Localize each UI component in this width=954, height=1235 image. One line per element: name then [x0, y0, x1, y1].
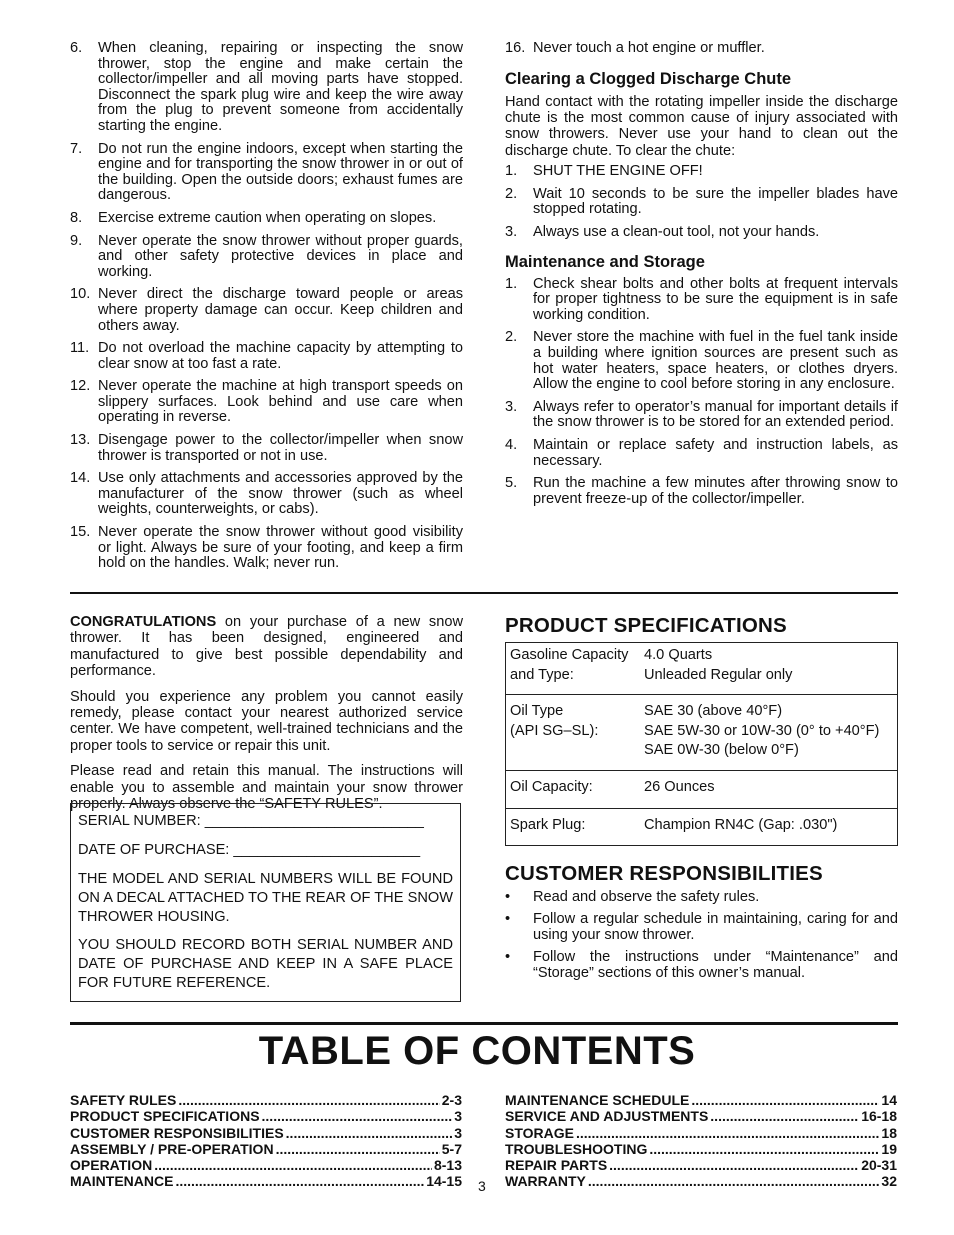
- spec-label-line: and Type:: [510, 666, 574, 683]
- item-number: 1.: [505, 163, 518, 180]
- spec-label-line: Gasoline Capacity: [510, 647, 629, 663]
- safety-rule-item: [70, 341, 463, 372]
- spec-row: [506, 808, 897, 845]
- item-text: Read and observe the safety rules.: [533, 888, 760, 905]
- toc-entry-label: PRODUCT SPECIFICATIONS: [70, 1108, 260, 1125]
- page-number: 3: [478, 1178, 486, 1194]
- item-number: 9.: [70, 232, 83, 249]
- bullet-icon: •: [505, 888, 511, 905]
- customer-resp-heading: CUSTOMER RESPONSIBILITIES: [505, 861, 823, 885]
- safety-rule-item: [70, 379, 463, 426]
- chute-step-item: [505, 164, 898, 180]
- rule-number: 16.: [505, 40, 526, 56]
- toc-entry[interactable]: [505, 1108, 897, 1124]
- toc-entry[interactable]: [505, 1125, 897, 1141]
- spec-value: [644, 778, 897, 798]
- spec-value-line: 26 Ounces: [644, 778, 715, 795]
- maintenance-item: [505, 330, 898, 392]
- item-number: 7.: [70, 140, 83, 157]
- product-specs-table: [505, 642, 898, 846]
- serial-location-note: THE MODEL AND SERIAL NUMBERS WILL BE FOUND ON A DECAL ATTACHED TO THE REAR OF THE SNOW THROWER HOUSING.: [78, 871, 453, 925]
- toc-entry[interactable]: [70, 1108, 462, 1124]
- toc-left-column: [70, 1092, 462, 1190]
- responsibility-item: [505, 890, 898, 906]
- item-number: 14.: [70, 470, 91, 487]
- spec-row: [506, 643, 897, 694]
- rule-text: Never touch a hot engine or muffler.: [533, 40, 765, 56]
- toc-entry-page: 14-15: [426, 1173, 462, 1190]
- item-text: Always use a clean-out tool, not your hands.: [533, 224, 820, 240]
- toc-entry-page: 3: [454, 1124, 462, 1141]
- toc-entry[interactable]: [70, 1141, 462, 1157]
- maintenance-storage-list: [505, 277, 898, 508]
- congratulations-lead: CONGRATULATIONS: [70, 614, 217, 630]
- bullet-icon: •: [505, 911, 511, 928]
- toc-leader-dots: [154, 1157, 432, 1173]
- spec-label-line: Oil Capacity:: [510, 778, 593, 795]
- toc-entry-page: 19: [881, 1140, 897, 1157]
- toc-entry-label: CUSTOMER RESPONSIBILITIES: [70, 1124, 284, 1141]
- spec-value-line: Champion RN4C (Gap: .030"): [644, 817, 838, 833]
- toc-entry-page: 20-31: [861, 1157, 897, 1174]
- toc-divider: [70, 1022, 898, 1025]
- item-number: 13.: [70, 432, 91, 449]
- toc-entry-page: 8-13: [433, 1157, 462, 1174]
- item-number: 3.: [505, 224, 518, 240]
- responsibility-item: [505, 912, 898, 943]
- maintenance-item: [505, 277, 898, 324]
- toc-entry-label: WARRANTY: [505, 1173, 586, 1190]
- toc-leader-dots: [609, 1157, 859, 1173]
- toc-leader-dots: [262, 1108, 453, 1124]
- toc-entry-label: ASSEMBLY / PRE-OPERATION: [70, 1140, 274, 1157]
- safety-rule-item: [70, 525, 463, 572]
- toc-entry-label: TROUBLESHOOTING: [505, 1140, 648, 1157]
- item-number: 4.: [505, 436, 518, 453]
- spec-row: [506, 694, 897, 770]
- spec-label-line: Oil Type: [510, 703, 564, 719]
- spec-label: [506, 778, 644, 798]
- toc-leader-dots: [178, 1092, 439, 1108]
- item-number: 5.: [505, 475, 518, 492]
- item-text: Follow a regular schedule in maintaining, caring for and using your snow thrower.: [533, 911, 898, 943]
- safety-rule-item: [70, 471, 463, 518]
- toc-entry-page: 5-7: [441, 1140, 462, 1157]
- clogged-chute-intro: Hand contact with the rotating impeller inside the discharge chute is the most common cause of injury associated with snow throwers. Never use your hand to clean out the discharge chute. To clear the chute:: [505, 93, 898, 159]
- retain-manual-paragraph: Please read and retain this manual. The instructions will enable you to assemble and maintain your snow thrower properly. Always observe the “SAFETY RULES”.: [70, 763, 463, 813]
- clogged-chute-heading: Clearing a Clogged Discharge Chute: [505, 69, 792, 88]
- item-number: 12.: [70, 378, 91, 395]
- toc-entry-page: 14: [881, 1092, 897, 1108]
- spec-label: [506, 646, 644, 685]
- spec-value: [644, 816, 897, 836]
- spec-value-line: 4.0 Quarts: [644, 647, 713, 663]
- spec-value: [644, 646, 897, 685]
- safety-rule-16: [505, 41, 898, 57]
- safety-rule-item: [70, 287, 463, 334]
- item-number: 3.: [505, 398, 518, 415]
- item-number: 1.: [505, 275, 518, 292]
- toc-entry-page: 2-3: [441, 1092, 462, 1108]
- toc-leader-dots: [175, 1173, 424, 1189]
- specs-section: [505, 614, 898, 988]
- record-advice-note: YOU SHOULD RECORD BOTH SERIAL NUMBER AND DATE OF PURCHASE AND KEEP IN A SAFE PLACE FOR FUTURE REFERENCE.: [78, 937, 453, 991]
- record-box: [70, 803, 461, 1002]
- toc-entry-label: SERVICE AND ADJUSTMENTS: [505, 1108, 709, 1125]
- item-text: Never store the machine with fuel in the fuel tank inside a building where ignition sources are present such as hot water heaters, space heaters, or clothes dryers. Allow the engine to cool before storing in any enclosure.: [533, 329, 898, 393]
- item-number: 2.: [505, 185, 518, 202]
- item-text: Use only attachments and accessories approved by the manufacturer of the snow thrower (such as wheel weights, counterweights, or cabs).: [98, 470, 463, 518]
- item-text: Exercise extreme caution when operating on slopes.: [98, 209, 437, 226]
- toc-leader-dots: [588, 1173, 880, 1189]
- item-text: Never operate the machine at high transport speeds on slippery surfaces. Look behind and use care when operating in reverse.: [98, 378, 463, 426]
- toc-leader-dots: [576, 1125, 879, 1141]
- toc-entry[interactable]: [70, 1173, 462, 1189]
- toc-leader-dots: [276, 1141, 440, 1157]
- spec-value: [644, 702, 897, 761]
- safety-rule-item: [70, 234, 463, 281]
- toc-entry-label: STORAGE: [505, 1124, 574, 1141]
- item-text: Check shear bolts and other bolts at frequent intervals for proper tightness to be sure the equipment is in safe working condition.: [533, 275, 898, 323]
- item-text: Do not overload the machine capacity by attempting to clear snow at too fast a rate.: [98, 340, 463, 372]
- congratulations-text: on your purchase of a new snow thrower. It has been designed, engineered and manufactured to give best possible dependability and performance.: [70, 614, 463, 680]
- maintenance-item: [505, 400, 898, 431]
- toc-leader-dots: [649, 1141, 879, 1157]
- item-number: 10.: [70, 286, 91, 303]
- item-text: SHUT THE ENGINE OFF!: [533, 163, 703, 180]
- item-text: Run the machine a few minutes after throwing snow to prevent freeze-up of the collector/impeller.: [533, 475, 898, 507]
- item-text: When cleaning, repairing or inspecting the snow thrower, stop the engine and make certain the collector/impeller and all moving parts have stopped. Disconnect the spark plug wire and keep the wire away from the plug to prevent someone from accidentally starting the engine.: [98, 40, 463, 134]
- item-number: 11.: [70, 340, 90, 357]
- item-text: Do not run the engine indoors, except when starting the engine and for transporting the snow thrower in or out of the building. Open the outside doors; exhaust fumes are dangerous.: [98, 140, 463, 204]
- toc-entry-label: MAINTENANCE: [70, 1173, 174, 1190]
- section-divider: [70, 592, 898, 594]
- toc-entry-page: 18: [881, 1124, 897, 1141]
- toc-entry-page: 3: [454, 1108, 462, 1125]
- toc-entry-label: OPERATION: [70, 1157, 153, 1174]
- service-paragraph: Should you experience any problem you cannot easily remedy, please contact your nearest authorized service center. We have competent, well-trained technicians and the proper tools to service or repair this unit.: [70, 688, 463, 754]
- item-text: Disengage power to the collector/impeller when snow thrower is transported or not in use.: [98, 432, 463, 464]
- spec-label-line: Spark Plug:: [510, 817, 586, 833]
- item-text: Never operate the snow thrower without good visibility or light. Always be sure of your footing, and keep a firm hold on the handles. Walk; never run.: [98, 524, 463, 572]
- item-number: 6.: [70, 40, 83, 56]
- toc-entry[interactable]: [505, 1173, 897, 1189]
- toc-entry-page: 32: [881, 1173, 897, 1190]
- spec-value-line: SAE 0W-30 (below 0°F): [644, 742, 799, 758]
- item-number: 2.: [505, 329, 518, 346]
- safety-rule-item: [70, 433, 463, 464]
- chute-step-item: [505, 225, 898, 241]
- safety-rule-item: [70, 41, 463, 135]
- toc-leader-dots: [691, 1092, 879, 1108]
- toc-entry[interactable]: [70, 1157, 462, 1173]
- congratulations-paragraph: [70, 614, 463, 680]
- item-text: Maintain or replace safety and instruction labels, as necessary.: [533, 436, 898, 469]
- item-text: Wait 10 seconds to be sure the impeller blades have stopped rotating.: [533, 185, 898, 218]
- safety-rules-list: [70, 41, 463, 572]
- product-specs-heading: PRODUCT SPECIFICATIONS: [505, 614, 787, 637]
- spec-value-line: SAE 5W-30 or 10W-30 (0° to +40°F): [644, 722, 880, 739]
- right-column-top: [505, 41, 898, 514]
- toc-leader-dots: [710, 1108, 859, 1124]
- item-text: Follow the instructions under “Maintenance” and “Storage” sections of this owner’s manual.: [533, 949, 898, 981]
- item-text: Always refer to operator’s manual for important details if the snow thrower is to be stored for an extended period.: [533, 398, 898, 431]
- toc-right-column: [505, 1092, 897, 1190]
- item-text: Never direct the discharge toward people or areas where property damage can occur. Keep children and others away.: [98, 286, 463, 334]
- item-number: 15.: [70, 524, 91, 541]
- bullet-icon: •: [505, 949, 511, 966]
- serial-number-line: SERIAL NUMBER: ___________________________: [78, 813, 424, 829]
- maintenance-storage-heading: Maintenance and Storage: [505, 252, 705, 271]
- safety-rules-continued: [70, 41, 463, 579]
- spec-label: [506, 702, 644, 761]
- clogged-chute-steps: [505, 164, 898, 240]
- toc-title: TABLE OF CONTENTS: [258, 1029, 696, 1073]
- toc-entry-page: 16-18: [861, 1108, 897, 1125]
- spec-value-line: Unleaded Regular only: [644, 666, 793, 683]
- maintenance-item: [505, 476, 898, 507]
- toc-entry[interactable]: [505, 1157, 897, 1173]
- item-number: 8.: [70, 209, 83, 226]
- responsibility-item: [505, 950, 898, 981]
- toc-entry[interactable]: [505, 1141, 897, 1157]
- date-of-purchase-line: DATE OF PURCHASE: _______________________: [78, 842, 421, 858]
- toc-entry-label: SAFETY RULES: [70, 1092, 177, 1108]
- spec-label-line: (API SG–SL):: [510, 722, 599, 739]
- toc-entry[interactable]: [70, 1125, 462, 1141]
- customer-resp-list: [505, 890, 898, 982]
- intro-section: [70, 614, 463, 821]
- toc-entry-label: MAINTENANCE SCHEDULE: [505, 1092, 690, 1108]
- safety-rule-item: [70, 211, 463, 227]
- toc-entry[interactable]: [505, 1092, 897, 1108]
- spec-label: [506, 816, 644, 836]
- spec-row: [506, 770, 897, 809]
- spec-value-line: SAE 30 (above 40°F): [644, 703, 783, 719]
- toc-entry[interactable]: [70, 1092, 462, 1108]
- maintenance-item: [505, 438, 898, 469]
- toc-entry-label: REPAIR PARTS: [505, 1157, 608, 1174]
- item-text: Never operate the snow thrower without proper guards, and other safety protective devices in place and working.: [98, 232, 463, 280]
- safety-rule-item: [70, 142, 463, 204]
- toc-leader-dots: [286, 1125, 453, 1141]
- chute-step-item: [505, 187, 898, 218]
